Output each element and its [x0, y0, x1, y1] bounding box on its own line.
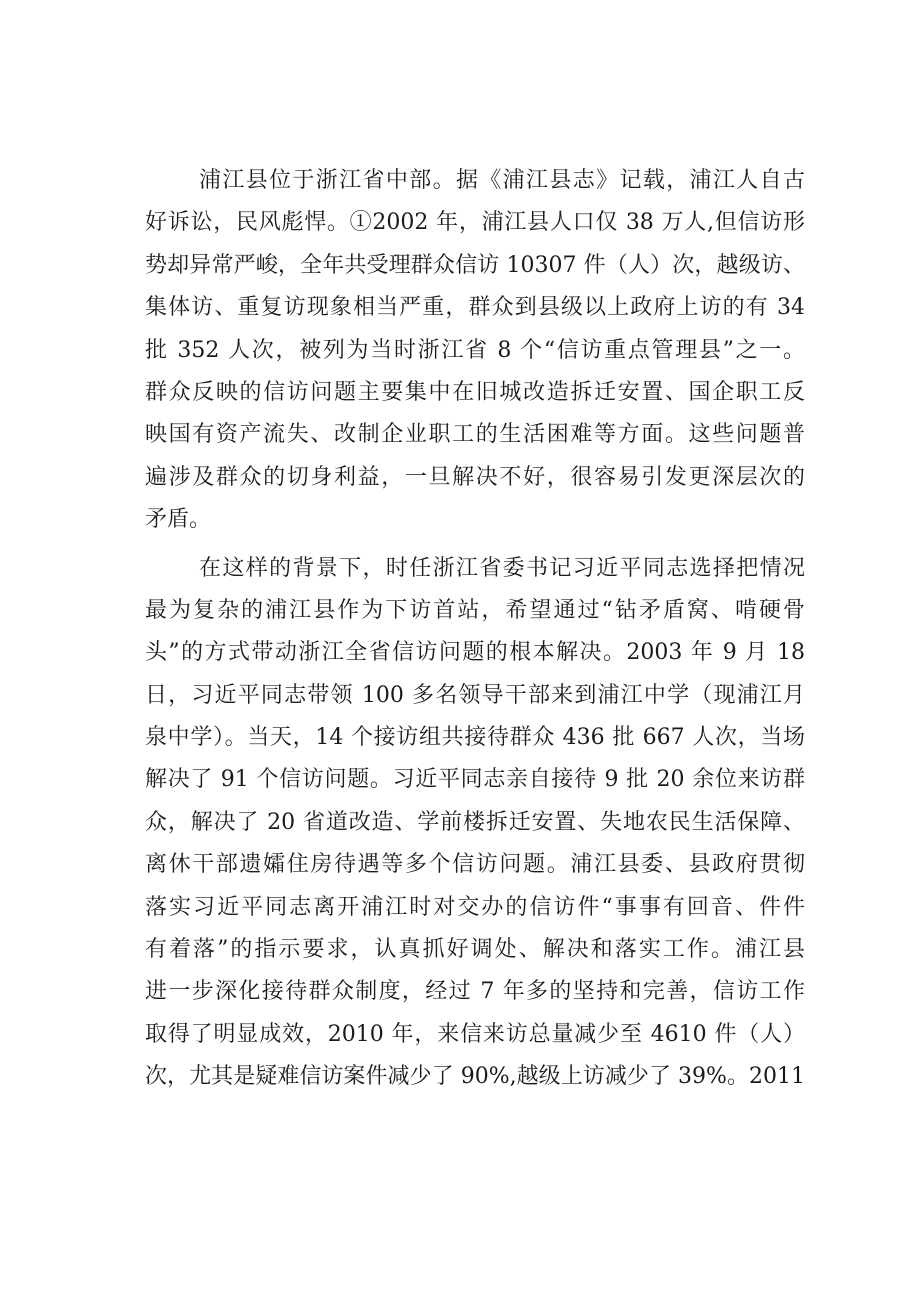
text-line: 最为复杂的浦江县作为下访首站，希望通过“钻矛盾窝、啃硬骨 [145, 597, 805, 623]
text-line: 离休干部遗孀住房待遇等多个信访问题。浦江县委、县政府贯彻 [145, 852, 805, 878]
text-line: 取得了明显成效，2010 年，来信来访总量减少至 4610 件（人） [145, 1021, 805, 1047]
text-line: 势却异常严峻，全年共受理群众信访 10307 件（人）次，越级访、 [145, 252, 805, 278]
paragraph-background [145, 160, 805, 542]
text-line: 浦江县位于浙江省中部。据《浦江县志》记载，浦江人自古 [199, 168, 805, 193]
text-line: 集体访、重复访现象相当严重，群众到县级以上政府上访的有 34 [145, 295, 805, 321]
text-line: 矛盾。 [145, 507, 212, 533]
text-line: 落实习近平同志离开浦江时对交办的信访件“事事有回音、件件 [145, 894, 805, 920]
text-line: 批 352 人次，被列为当时浙江省 8 个“信访重点管理县”之一。 [145, 337, 805, 363]
text-line: 众，解决了 20 省道改造、学前楼拆迁安置、失地农民生活保障、 [145, 809, 805, 835]
text-line: 映国有资产流失、改制企业职工的生活困难等方面。这些问题普 [145, 422, 805, 448]
text-line: 进一步深化接待群众制度，经过 7 年多的坚持和完善，信访工作 [145, 979, 805, 1005]
text-line: 次，尤其是疑难信访案件减少了 90%,越级上访减少了 39%。2011 [145, 1064, 805, 1090]
text-line: 遍涉及群众的切身利益，一旦解决不好，很容易引发更深层次的 [145, 464, 805, 490]
text-line: 群众反映的信访问题主要集中在旧城改造拆迁安置、国企职工反 [145, 379, 805, 405]
text-line: 有着落”的指示要求，认真抓好调处、解决和落实工作。浦江县 [145, 937, 805, 963]
text-line: 泉中学）。当天，14 个接访组共接待群众 436 批 667 人次，当场 [145, 725, 805, 751]
text-line: 好诉讼，民风彪悍。①2002 年，浦江县人口仅 38 万人,但信访形 [145, 210, 805, 236]
body-text [145, 160, 805, 1099]
paragraph-visit [145, 548, 805, 1099]
text-line: 在这样的背景下，时任浙江省委书记习近平同志选择把情况 [199, 555, 805, 581]
text-line: 解决了 91 个信访问题。习近平同志亲自接待 9 批 20 余位来访群 [145, 767, 805, 793]
text-line: 日，习近平同志带领 100 多名领导干部来到浦江中学（现浦江月 [145, 682, 805, 708]
text-line: 头”的方式带动浙江全省信访问题的根本解决。2003 年 9 月 18 [145, 640, 805, 666]
